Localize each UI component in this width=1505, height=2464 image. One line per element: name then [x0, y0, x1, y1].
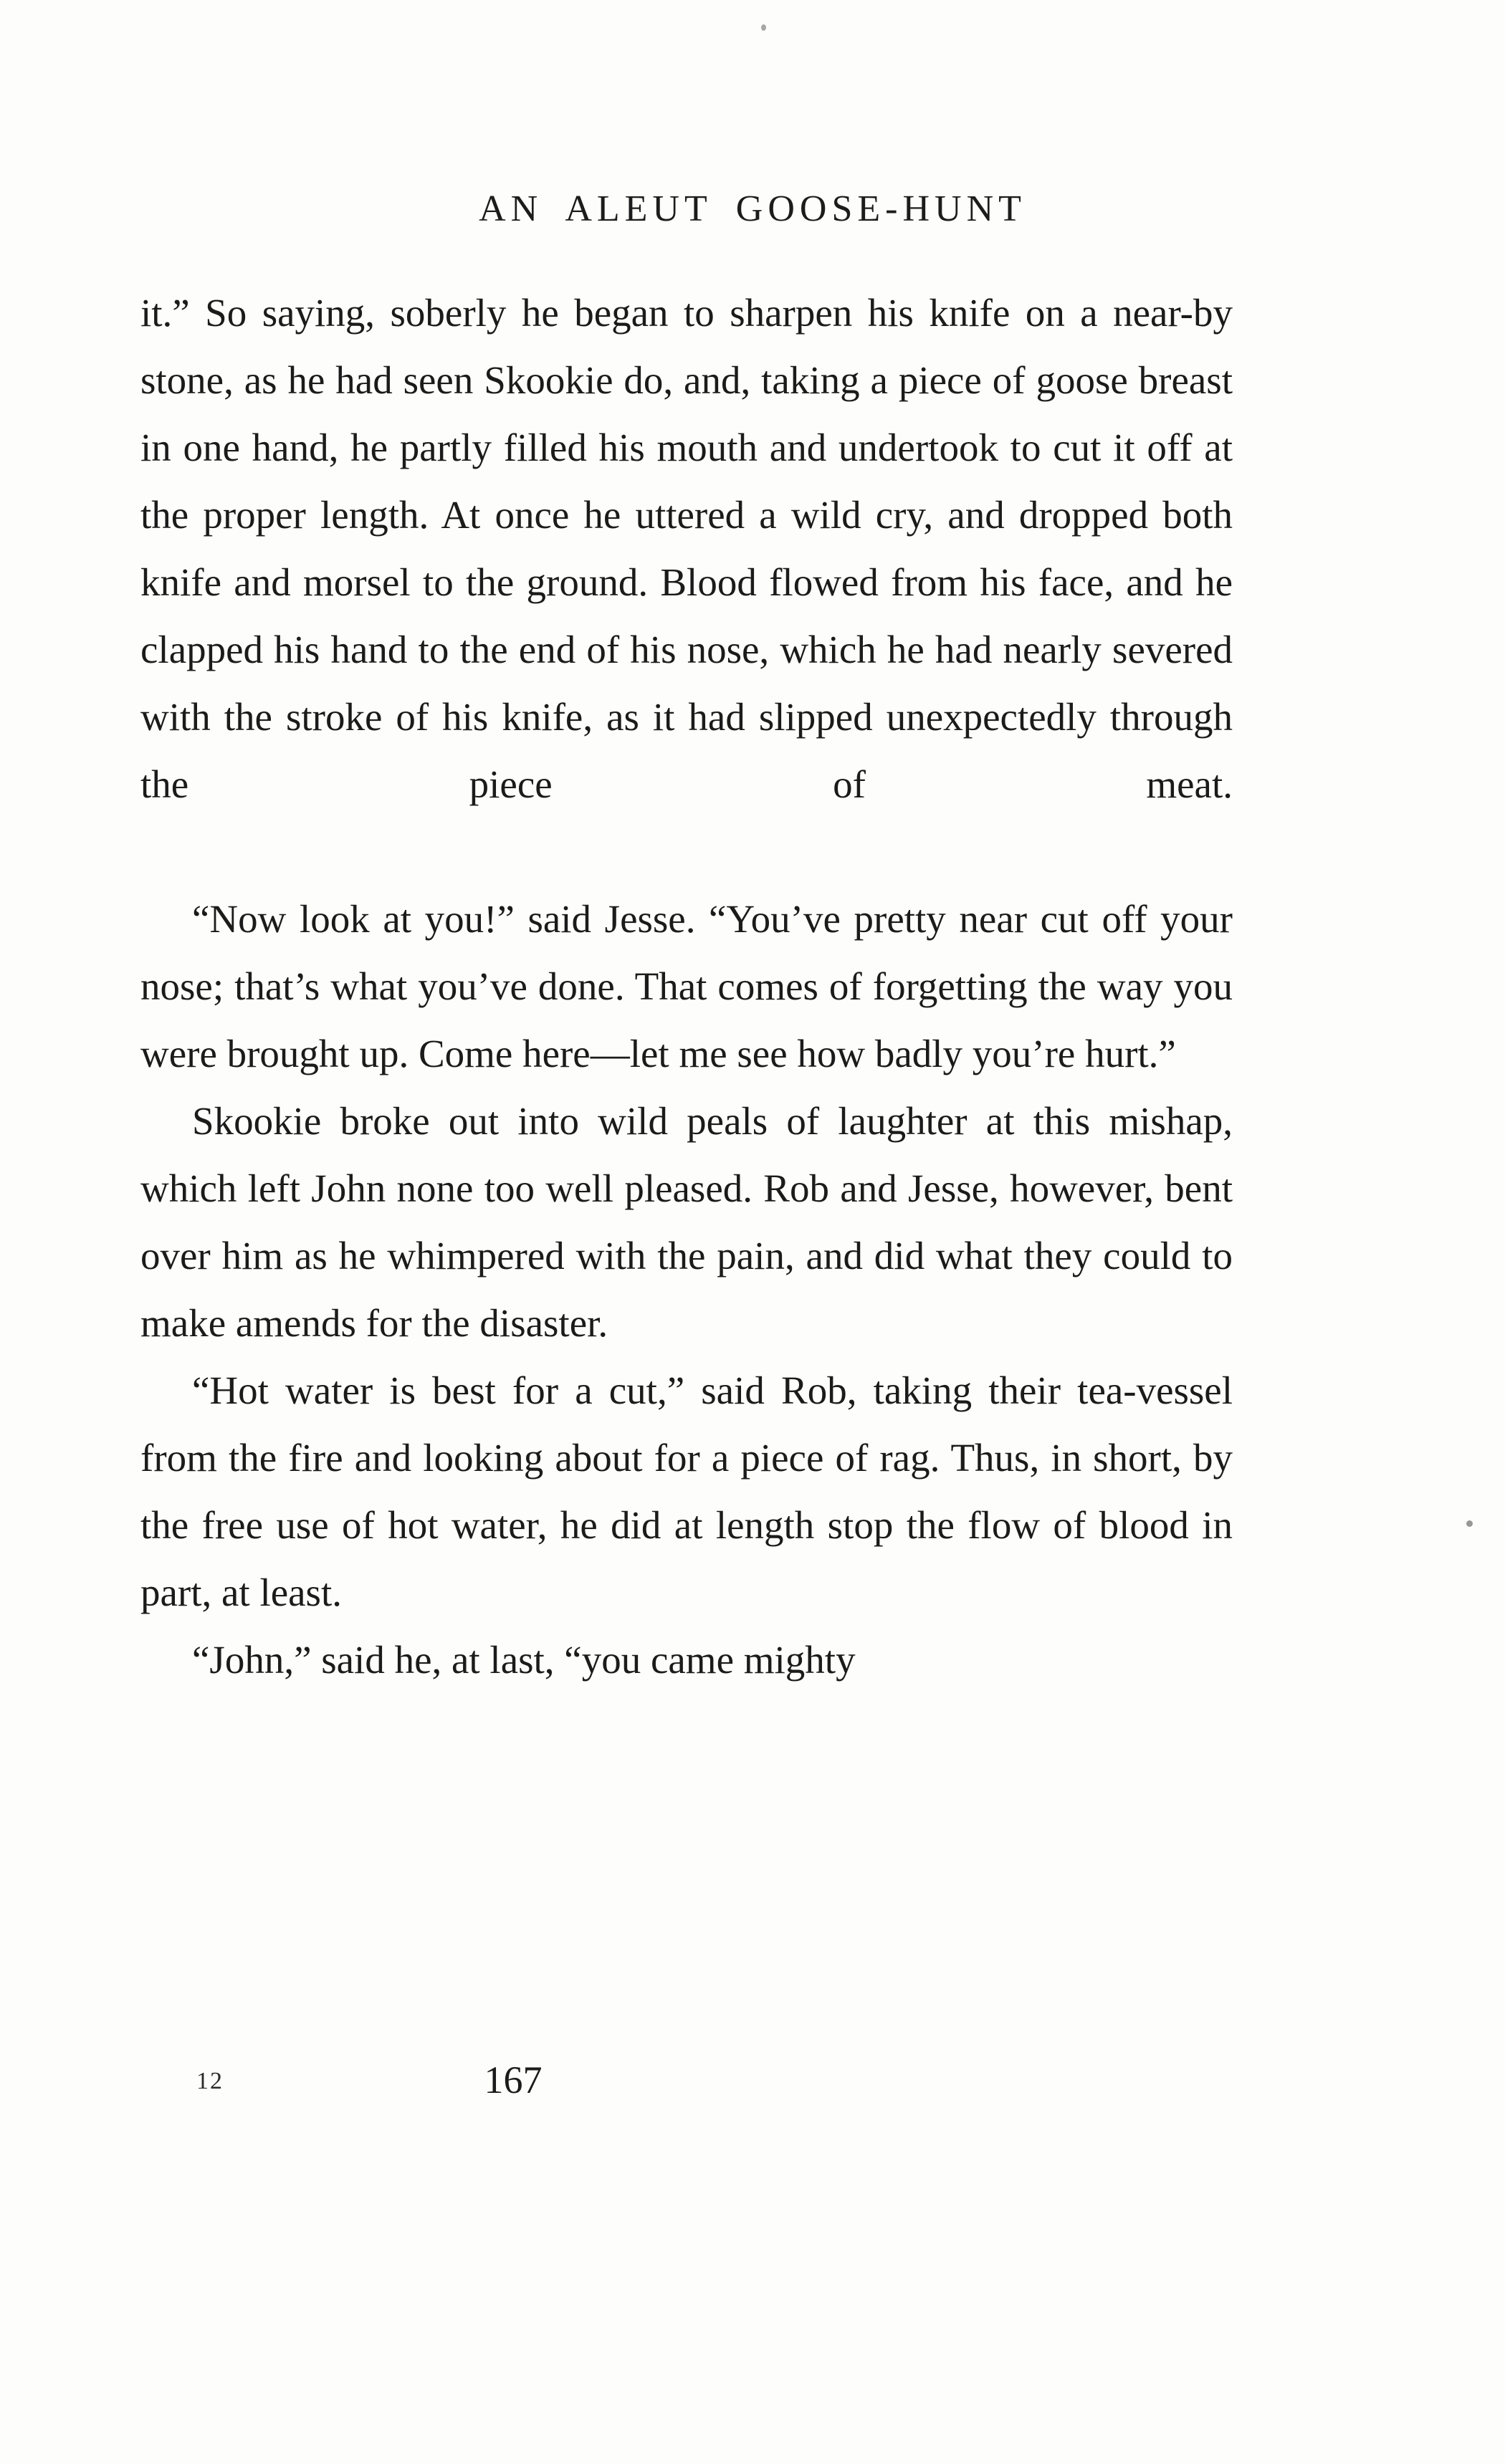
paragraph-4: “Hot water is best for a cut,” said Rob, taking their tea-vessel from the fire and looking about for a piece of rag. Thus, in short, by the free use of hot water, he did at length stop the flow of blood in part, at least. — [140, 1368, 1233, 1614]
paragraph-1: it.” So saying, soberly he began to sharpen his knife on a near-by stone, as he had seen Skookie do, and, taking a piece of goose breast in one hand, he partly filled his mouth and undertook to cut it off at the proper length. At once he uttered a wild cry, and dropped both knife and morsel to the ground. Blood flowed from his face, and he clapped his hand to the end of his nose, which he had nearly severed with the stroke of his knife, as it had slipped unexpectedly through the piece of meat. — [140, 291, 1233, 806]
folio-wrapper — [140, 2058, 1233, 2102]
scan-speck-right — [1466, 1520, 1473, 1527]
scan-speck-top — [761, 24, 766, 31]
page-number: 167 — [484, 2058, 543, 2101]
running-head: AN ALEUT GOOSE-HUNT — [479, 188, 1026, 229]
paragraph-5: “John,” said he, at last, “you came mighty — [192, 1638, 856, 1682]
body-text — [140, 279, 1233, 1694]
page-footer — [140, 2058, 1233, 2108]
paragraph-3: Skookie broke out into wild peals of laughter at this mishap, which left John none too well pleased. Rob and Jesse, however, bent over him as he whimpered with the pain, and did what they could to make amends for the disaster. — [140, 1099, 1233, 1345]
paragraph-2: “Now look at you!” said Jesse. “You’ve pretty near cut off your nose; that’s what you’ve done. That comes of forgetting the way you were brought up. Come here—let me see how badly you’re hurt.” — [140, 897, 1233, 1075]
signature-mark: 12 — [196, 2068, 224, 2094]
